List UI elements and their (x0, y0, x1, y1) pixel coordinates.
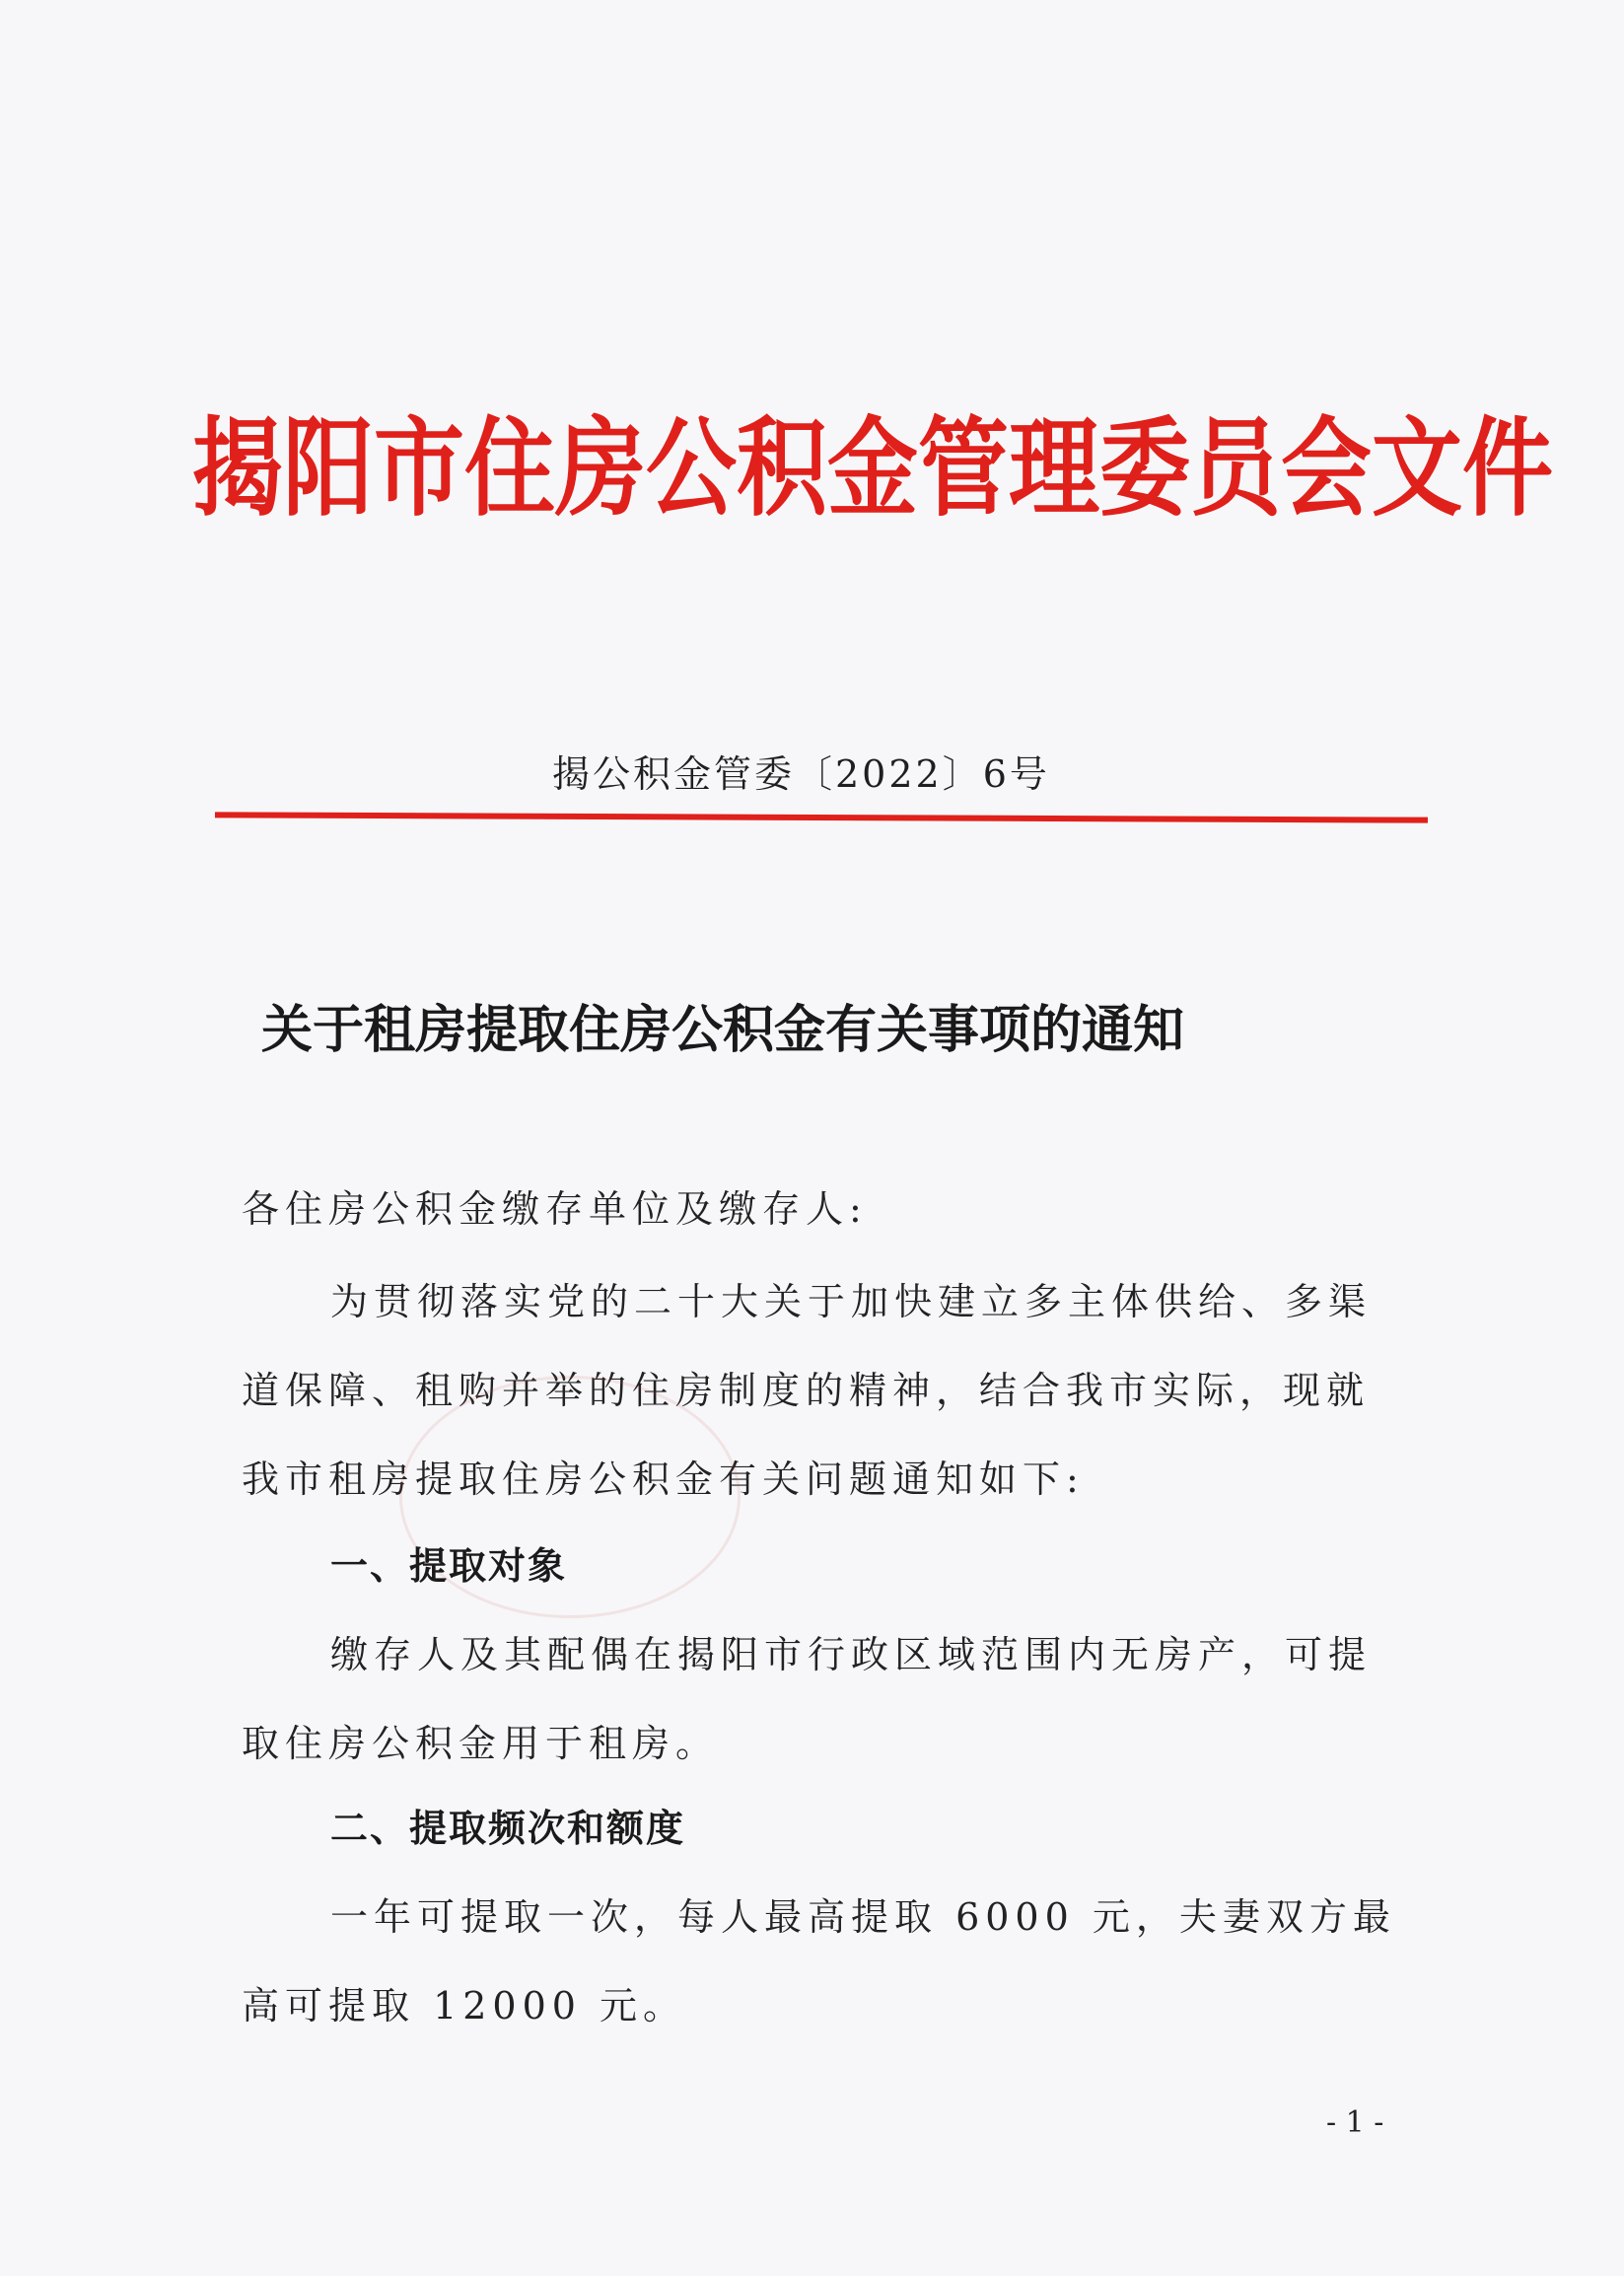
section-1-line-1: 缴存人及其配偶在揭阳市行政区域范围内无房产，可提 (330, 1633, 1373, 1676)
notice-title: 关于租房提取住房公积金有关事项的通知 (261, 1001, 1185, 1060)
red-header-title: 揭阳市住房公积金管理委员会文件 (192, 406, 1554, 532)
intro-line-3: 我市租房提取住房公积金有关问题通知如下: (242, 1458, 1085, 1501)
salutation: 各住房公积金缴存单位及缴存人: (242, 1187, 868, 1231)
page-number: - 1 - (1326, 2105, 1384, 2140)
red-divider-line (215, 812, 1428, 822)
section-2-heading: 二、提取频次和额度 (330, 1807, 686, 1850)
section-2-line-2: 高可提取 12000 元。 (242, 1984, 687, 2027)
section-2-line-1: 一年可提取一次，每人最高提取 6000 元，夫妻双方最 (330, 1895, 1396, 1939)
intro-line-1: 为贯彻落实党的二十大关于加快建立多主体供给、多渠 (330, 1280, 1373, 1323)
document-number: 揭公积金管委〔2022〕6号 (552, 752, 1050, 796)
section-1-line-2: 取住房公积金用于租房。 (242, 1722, 720, 1765)
section-1-heading: 一、提取对象 (330, 1544, 568, 1588)
intro-line-2: 道保障、租购并举的住房制度的精神，结合我市实际，现就 (242, 1369, 1371, 1412)
